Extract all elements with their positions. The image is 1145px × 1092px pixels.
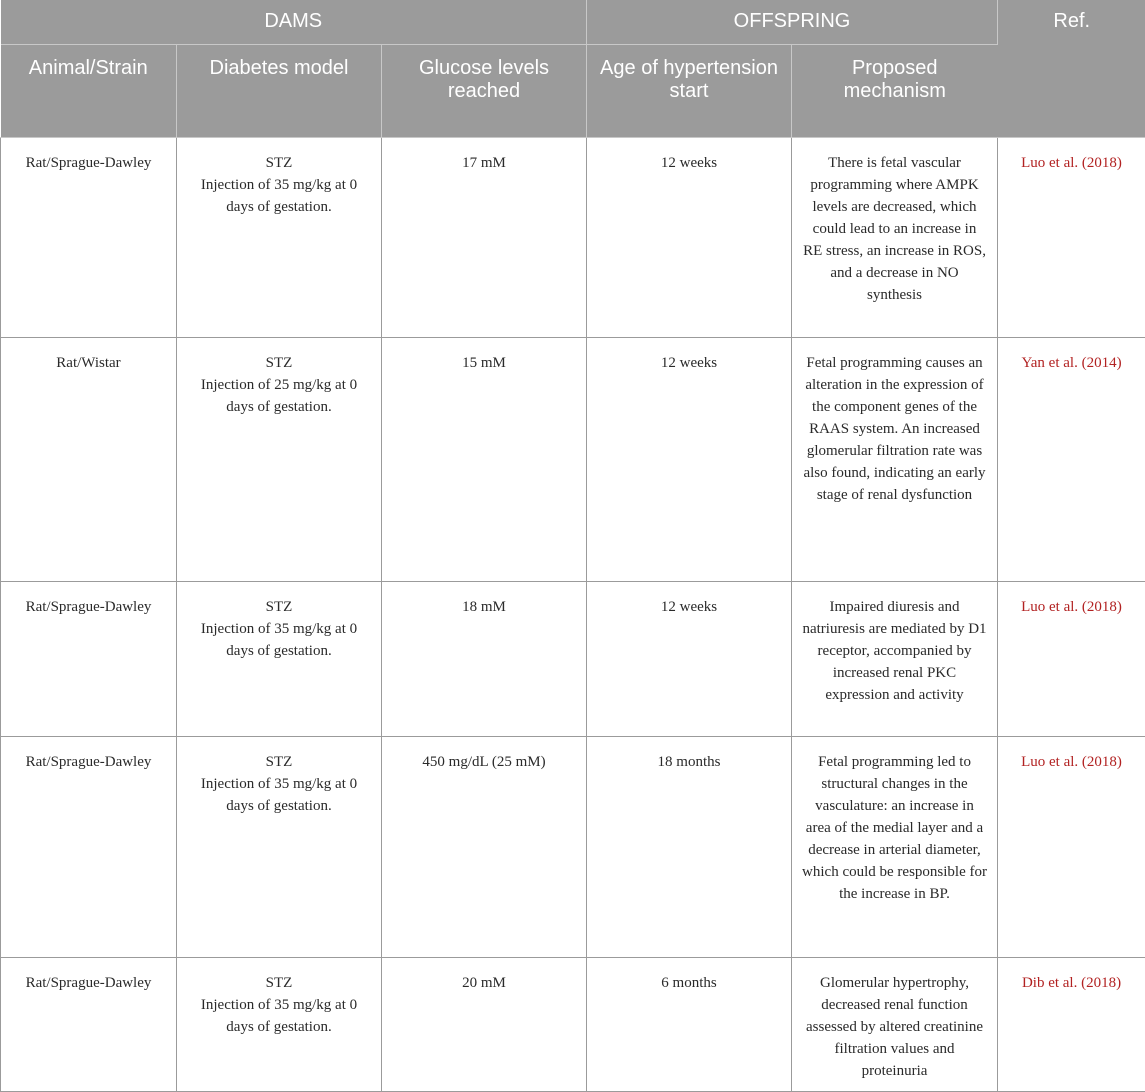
header-animal-strain: Animal/Strain [1,44,177,137]
table-row [1,736,1145,957]
header-proposed-mechanism: Proposed mechanism [792,44,998,137]
model-dose: Injection of 35 mg/kg at 0 days of gestation. [187,773,371,817]
model-agent: STZ [187,596,371,618]
model-agent: STZ [187,751,371,773]
model-agent: STZ [187,972,371,994]
cell-animal: Rat/Sprague-Dawley [1,137,177,337]
reference-link[interactable]: Yan et al. (2014) [998,337,1145,581]
cell-glucose: 18 mM [382,581,587,736]
cell-age: 12 weeks [587,581,792,736]
cell-animal: Rat/Wistar [1,337,177,581]
cell-glucose: 17 mM [382,137,587,337]
header-offspring: OFFSPRING [587,0,998,44]
cell-mechanism: Glomerular hypertrophy, decreased renal function assessed by altered creatinine filtration values and proteinuria [792,957,998,1091]
header-glucose-levels: Glucose levels reached [382,44,587,137]
reference-link[interactable]: Luo et al. (2018) [998,581,1145,736]
table-row [1,337,1145,581]
reference-link[interactable]: Dib et al. (2018) [998,957,1145,1091]
cell-age: 12 weeks [587,337,792,581]
cell-animal: Rat/Sprague-Dawley [1,736,177,957]
cell-diabetes-model [177,337,382,581]
cell-age: 18 months [587,736,792,957]
model-agent: STZ [187,352,371,374]
header-ref: Ref. [998,0,1145,137]
model-dose: Injection of 35 mg/kg at 0 days of gestation. [187,618,371,662]
header-group-row [1,0,1145,44]
cell-mechanism: There is fetal vascular programming where AMPK levels are decreased, which could lead to an increase in RE stress, an increase in ROS, and a decrease in NO synthesis [792,137,998,337]
cell-mechanism: Impaired diuresis and natriuresis are mediated by D1 receptor, accompanied by increased renal PKC expression and activity [792,581,998,736]
cell-mechanism: Fetal programming causes an alteration in the expression of the component genes of the RAAS system. An increased glomerular filtration rate was also found, indicating an early stage of renal dysfunction [792,337,998,581]
table-row [1,137,1145,337]
model-dose: Injection of 25 mg/kg at 0 days of gestation. [187,374,371,418]
model-agent: STZ [187,152,371,174]
header-dams: DAMS [1,0,587,44]
cell-age: 6 months [587,957,792,1091]
cell-diabetes-model [177,736,382,957]
reference-link[interactable]: Luo et al. (2018) [998,736,1145,957]
table-row [1,957,1145,1091]
model-dose: Injection of 35 mg/kg at 0 days of gestation. [187,174,371,218]
cell-glucose: 450 mg/dL (25 mM) [382,736,587,957]
cell-diabetes-model [177,137,382,337]
cell-diabetes-model [177,581,382,736]
cell-glucose: 20 mM [382,957,587,1091]
reference-link[interactable]: Luo et al. (2018) [998,137,1145,337]
cell-animal: Rat/Sprague-Dawley [1,957,177,1091]
header-age-hypertension: Age of hypertension start [587,44,792,137]
cell-animal: Rat/Sprague-Dawley [1,581,177,736]
header-diabetes-model: Diabetes model [177,44,382,137]
cell-diabetes-model [177,957,382,1091]
model-dose: Injection of 35 mg/kg at 0 days of gestation. [187,994,371,1038]
header-sub-row [1,44,1145,137]
table-row [1,581,1145,736]
cell-mechanism: Fetal programming led to structural changes in the vasculature: an increase in area of the medial layer and a decrease in arterial diameter, which could be responsible for the increase in BP. [792,736,998,957]
cell-glucose: 15 mM [382,337,587,581]
cell-age: 12 weeks [587,137,792,337]
